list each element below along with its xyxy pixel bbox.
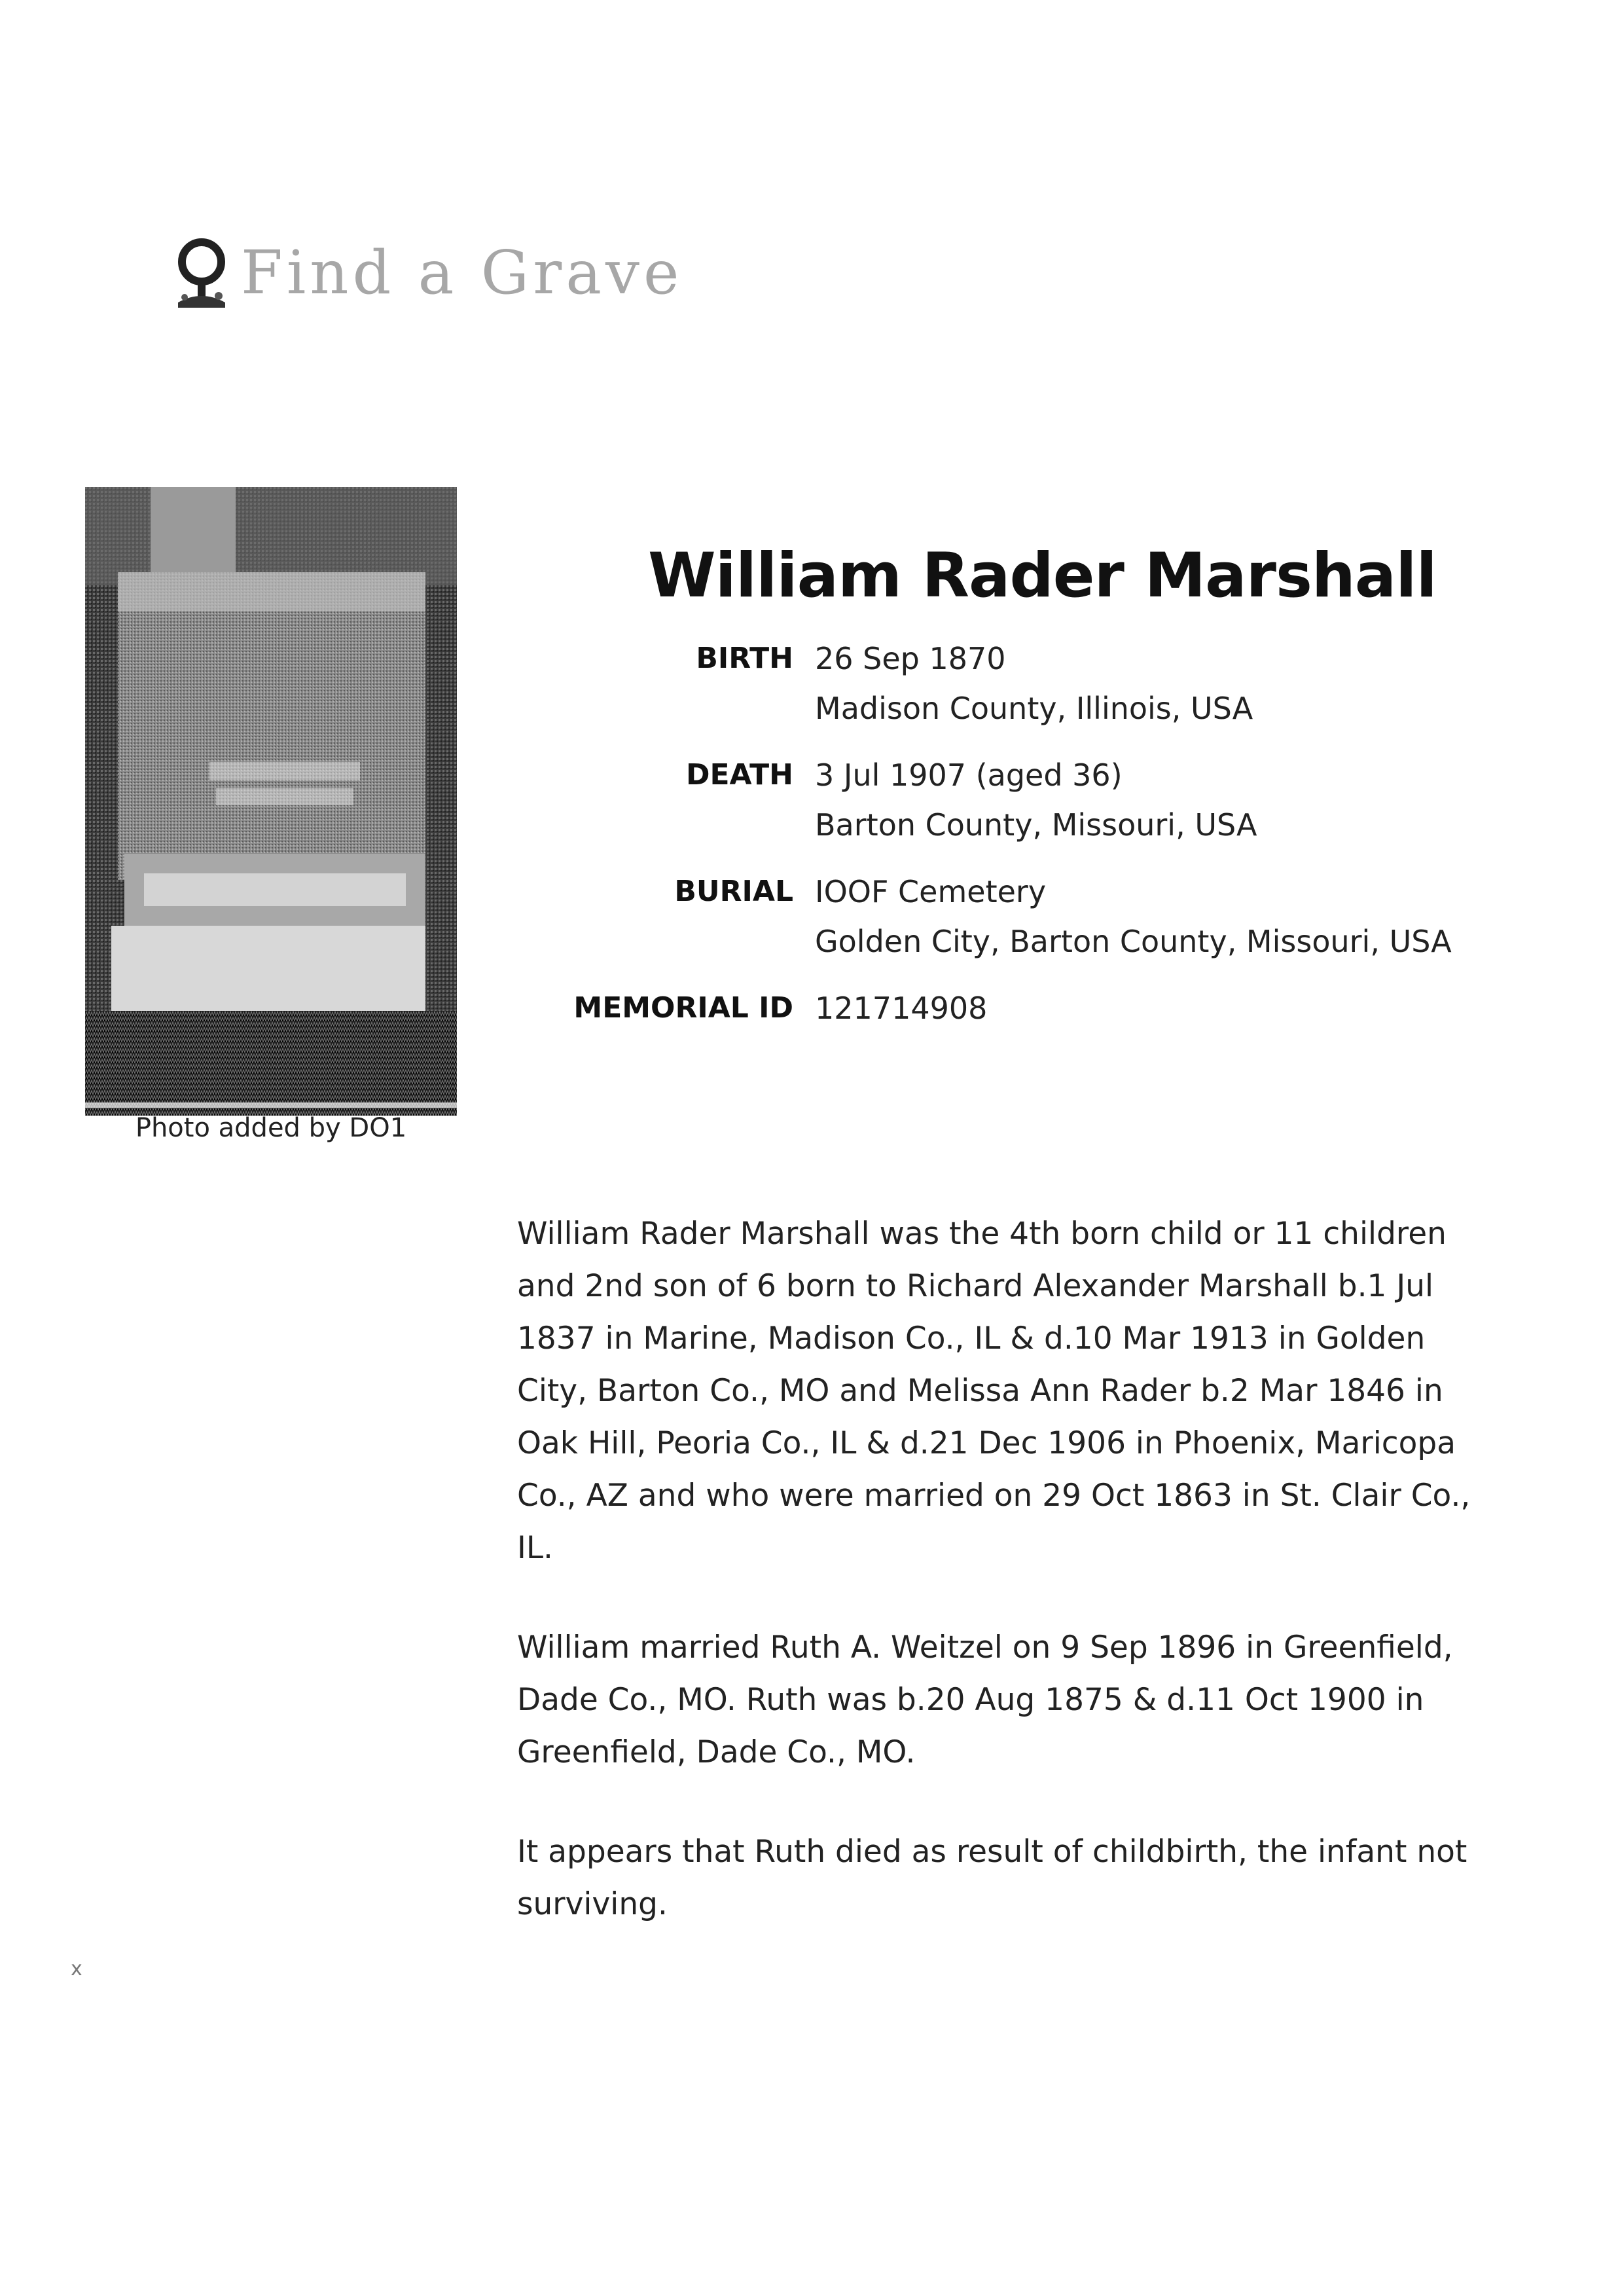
fact-value [815, 983, 987, 1033]
death-place[interactable]: Barton County, Missouri, USA [815, 807, 1257, 843]
fact-value [815, 750, 1257, 850]
find-a-grave-logo-icon [171, 237, 232, 309]
birth-place[interactable]: Madison County, Illinois, USA [815, 691, 1253, 726]
burial-fact [563, 867, 1532, 966]
fact-label: DEATH [685, 758, 793, 792]
fact-value [815, 867, 1452, 966]
fact-label: BURIAL [674, 875, 793, 908]
bio-paragraph: William married Ruth A. Weitzel on 9 Sep 1896 in Greenfield, Dade Co., MO. Ruth was b.20 Aug 1875 & d.11 Oct 1900 in Greenfield, Dade Co., MO. [517, 1630, 1453, 1770]
fact-value [815, 634, 1253, 733]
bio-paragraph: William Rader Marshall was the 4th born child or 11 children and 2nd son of 6 born to Richard Alexander Marshall b.1 Jul 1837 in Marine, Madison Co., IL & d.10 Mar 1913 in Golden City, Barton Co., MO and Melissa Ann Rader b.2 Mar 1846 in Oak Hill, Peoria Co., IL & d.21 Dec 1906 in Phoenix, Maricopa Co., AZ and who were married on 29 Oct 1863 in St. Clair Co., IL. [517, 1216, 1471, 1566]
bio-paragraph: It appears that Ruth died as result of childbirth, the infant not surviving. [517, 1834, 1467, 1922]
gravestone-image [85, 487, 457, 1116]
fact-label: BIRTH [696, 642, 793, 675]
death-date: 3 Jul 1907 (aged 36) [815, 757, 1123, 793]
memorial-name: William Rader Marshall [648, 540, 1437, 611]
gravestone-photo[interactable] [85, 487, 457, 1116]
stray-mark: x [71, 1958, 82, 1980]
biography [517, 1208, 1479, 1978]
fact-label: MEMORIAL ID [573, 991, 793, 1025]
memorial-id: 121714908 [815, 991, 988, 1026]
death-fact [563, 750, 1532, 850]
photo-caption: Photo added by DO1 [135, 1113, 407, 1143]
burial-place[interactable]: Golden City, Barton County, Missouri, USA [815, 924, 1452, 959]
cemetery-link[interactable]: IOOF Cemetery [815, 874, 1047, 909]
birth-fact [563, 634, 1532, 733]
memorial-id-fact [563, 983, 1532, 1033]
find-a-grave-logo[interactable] [171, 230, 683, 316]
memorial-facts [563, 634, 1532, 1050]
birth-date: 26 Sep 1870 [815, 641, 1006, 676]
logo-text: Find a Grave [241, 238, 683, 308]
